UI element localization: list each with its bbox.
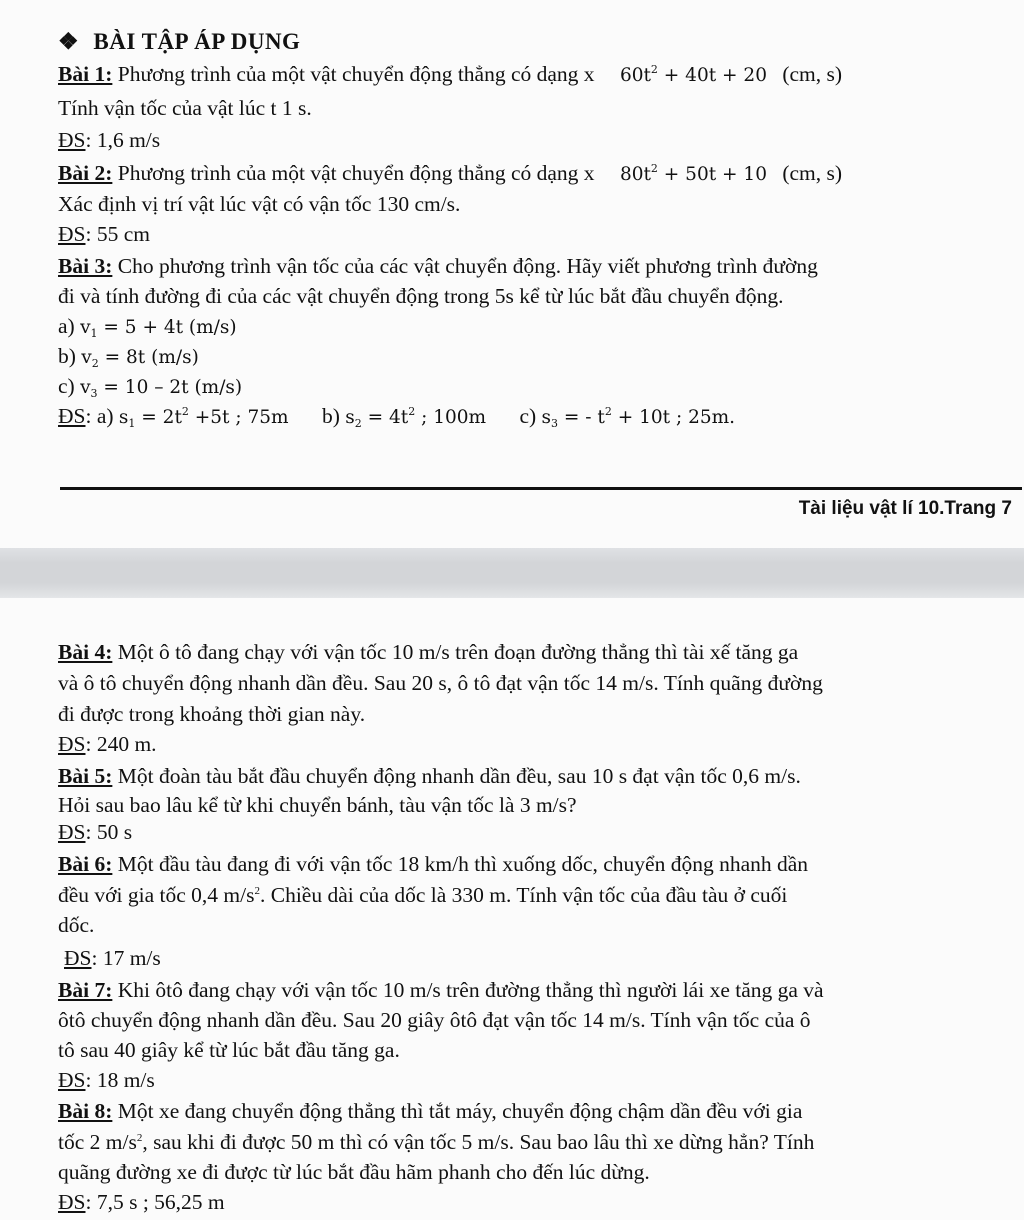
var: s (345, 407, 355, 428)
exercise-6-answer (64, 948, 161, 970)
text-part: đều với gia tốc 0,4 m/s (58, 883, 255, 907)
eq-part: = 10 – 2t (m/s) (103, 377, 243, 398)
exercise-7-line-3: tô sau 40 giây kể từ lúc bắt đầu tăng ga. (58, 1038, 400, 1062)
exercise-4-line-3: đi được trong khoảng thời gian này. (58, 702, 366, 726)
exercise-1-line-2: Tính vận tốc của vật lúc t 1 s. (58, 96, 312, 120)
item-equation (80, 377, 242, 398)
item-equation (80, 317, 237, 338)
answer-label: ĐS (64, 946, 92, 970)
exercise-3-item-c (58, 376, 242, 399)
exercise-2-line-2: Xác định vị trí vật lúc vật có vận tốc 130 cm/s. (58, 192, 461, 216)
exercise-7-label: Bài 7: (58, 978, 113, 1002)
eq-part: 80t (619, 164, 651, 185)
answer-label: ĐS (58, 820, 86, 844)
subscript: 3 (90, 387, 98, 400)
var: v (80, 377, 91, 398)
exercise-2-unit: (cm, s) (782, 161, 843, 185)
answer-value: : 7,5 s ; 56,25 m (85, 1190, 225, 1214)
exercise-1-text: Phương trình của một vật chuyển động thẳng có dạng x (112, 62, 595, 86)
subscript: 1 (90, 327, 98, 340)
subscript: 1 (128, 417, 136, 430)
answer-b (345, 407, 486, 428)
answer-a (119, 407, 289, 428)
eq-part: = - t (558, 407, 605, 428)
answer-a-prefix: : a) (85, 404, 119, 428)
subscript: 3 (551, 417, 559, 430)
var: s (541, 407, 552, 428)
exercise-6-text: Một đầu tàu đang đi với vận tốc 18 km/h thì xuống dốc, chuyển động nhanh dần (112, 852, 809, 876)
exercise-3-label: Bài 3: (58, 254, 113, 278)
answer-label: ĐS (58, 222, 86, 246)
exercise-2-line-1 (58, 163, 842, 185)
exercise-1-line-1 (58, 64, 842, 86)
exercise-1-equation (620, 65, 767, 86)
answer-value: : 55 cm (85, 222, 150, 246)
exercise-1-unit: (cm, s) (782, 62, 843, 86)
item-equation (81, 347, 199, 368)
exponent: 2 (650, 162, 658, 175)
answer-label: ĐS (58, 1190, 86, 1214)
answer-label: ĐS (58, 732, 86, 756)
exercise-3-item-a (58, 316, 237, 339)
answer-value: : 1,6 m/s (85, 128, 161, 152)
item-prefix: c) (58, 374, 81, 398)
exercise-8-answer (58, 1192, 225, 1214)
answer-b-prefix: b) (321, 404, 346, 428)
exercise-6-line-3: dốc. (58, 913, 95, 937)
exercise-2-answer (58, 224, 150, 246)
exercise-8-line-2 (58, 1132, 814, 1154)
eq-part: + 50t + 10 (657, 164, 767, 185)
answer-value: : 240 m. (85, 732, 157, 756)
page-top (0, 0, 1024, 548)
exercise-2-equation (620, 164, 767, 185)
exercise-3-line-2: đi và tính đường đi của các vật chuyển động trong 5s kể từ lúc bắt đầu chuyển động. (58, 284, 784, 308)
exercise-3-line-1 (58, 256, 818, 278)
subscript: 2 (354, 417, 362, 430)
exercise-8-text: Một xe đang chuyển động thẳng thì tắt máy, chuyển động chậm dần đều với gia (112, 1099, 803, 1123)
answer-label: ĐS (58, 128, 86, 152)
subscript: 2 (91, 357, 99, 370)
eq-part: 60t (619, 65, 651, 86)
exercise-6-line-1 (58, 854, 808, 876)
section-heading (58, 30, 300, 53)
answer-value: : 18 m/s (85, 1068, 155, 1092)
exercise-3-item-b (58, 346, 199, 369)
text-part: , sau khi đi được 50 m thì có vận tốc 5 m/s. Sau bao lâu thì xe dừng hẳn? Tính (142, 1130, 815, 1154)
exponent: 2 (650, 63, 658, 76)
exercise-5-answer (58, 822, 132, 844)
answer-c (542, 407, 736, 428)
exercise-2-label: Bài 2: (58, 161, 113, 185)
exponent: 2 (181, 405, 189, 418)
eq-part: = 2t (135, 407, 182, 428)
answer-label: ĐS (58, 1068, 86, 1092)
answer-label: ĐS (58, 404, 86, 428)
answer-c-prefix: c) (519, 404, 542, 428)
item-prefix: b) (58, 344, 82, 368)
exercise-6-label: Bài 6: (58, 852, 113, 876)
var: v (81, 347, 92, 368)
section-title: BÀI TẬP ÁP DỤNG (93, 29, 301, 54)
eq-part: = 8t (m/s) (104, 347, 199, 368)
exercise-3-answer (58, 406, 735, 429)
exercise-4-label: Bài 4: (58, 640, 113, 664)
diamond-bullet-icon: ❖ (58, 29, 80, 54)
page-bottom (0, 598, 1024, 1220)
exercise-5-text: Một đoàn tàu bắt đầu chuyển động nhanh dần đều, sau 10 s đạt vận tốc 0,6 m/s. (112, 764, 801, 788)
exercise-7-line-1 (58, 980, 824, 1002)
exercise-1-label: Bài 1: (58, 62, 113, 86)
page-gap (0, 548, 1024, 598)
exponent: 2 (604, 405, 612, 418)
exercise-5-line-1 (58, 766, 801, 788)
exercise-3-text: Cho phương trình vận tốc của các vật chuyển động. Hãy viết phương trình đường (112, 254, 818, 278)
exercise-7-answer (58, 1070, 155, 1092)
exercise-8-line-1 (58, 1101, 802, 1123)
exponent: 2 (136, 1132, 143, 1144)
page-footer: Tài liệu vật lí 10.Trang 7 (798, 498, 1012, 519)
answer-value: : 50 s (85, 820, 133, 844)
exercise-8-line-3: quãng đường xe đi được từ lúc bắt đầu hãm phanh cho đến lúc dừng. (58, 1160, 650, 1184)
eq-part: +5t ; 75m (188, 407, 289, 428)
footer-rule (60, 487, 1022, 490)
var: s (118, 407, 129, 428)
exercise-4-line-1 (58, 642, 798, 664)
eq-part: + 40t + 20 (657, 65, 767, 86)
eq-part: + 10t ; 25m. (611, 407, 736, 428)
item-prefix: a) (58, 314, 81, 338)
eq-part: ; 100m (415, 407, 487, 428)
exercise-6-line-2 (58, 885, 787, 907)
answer-value: : 17 m/s (91, 946, 161, 970)
exercise-1-answer (58, 130, 160, 152)
exercise-4-line-2: và ô tô chuyển động nhanh dần đều. Sau 20 s, ô tô đạt vận tốc 14 m/s. Tính quãng đường (58, 671, 823, 695)
text-part: . Chiều dài của dốc là 330 m. Tính vận tốc của đầu tàu ở cuối (259, 883, 788, 907)
exercise-4-answer (58, 734, 157, 756)
text-part: tốc 2 m/s (58, 1130, 137, 1154)
exercise-7-text: Khi ôtô đang chạy với vận tốc 10 m/s trên đường thẳng thì người lái xe tăng ga và (112, 978, 824, 1002)
eq-part: = 5 + 4t (m/s) (103, 317, 237, 338)
exercise-7-line-2: ôtô chuyển động nhanh dần đều. Sau 20 giây ôtô đạt vận tốc 14 m/s. Tính vận tốc của ô (58, 1008, 811, 1032)
exercise-5-label: Bài 5: (58, 764, 113, 788)
exercise-8-label: Bài 8: (58, 1099, 113, 1123)
exercise-4-text: Một ô tô đang chạy với vận tốc 10 m/s trên đoạn đường thẳng thì tài xế tăng ga (112, 640, 799, 664)
exponent: 2 (254, 885, 260, 897)
var: v (80, 317, 91, 338)
exercise-2-text: Phương trình của một vật chuyển động thẳng có dạng x (112, 161, 595, 185)
exercise-5-line-2: Hỏi sau bao lâu kể từ khi chuyển bánh, tàu vận tốc là 3 m/s? (58, 793, 577, 817)
exponent: 2 (408, 405, 416, 418)
eq-part: = 4t (361, 407, 409, 428)
